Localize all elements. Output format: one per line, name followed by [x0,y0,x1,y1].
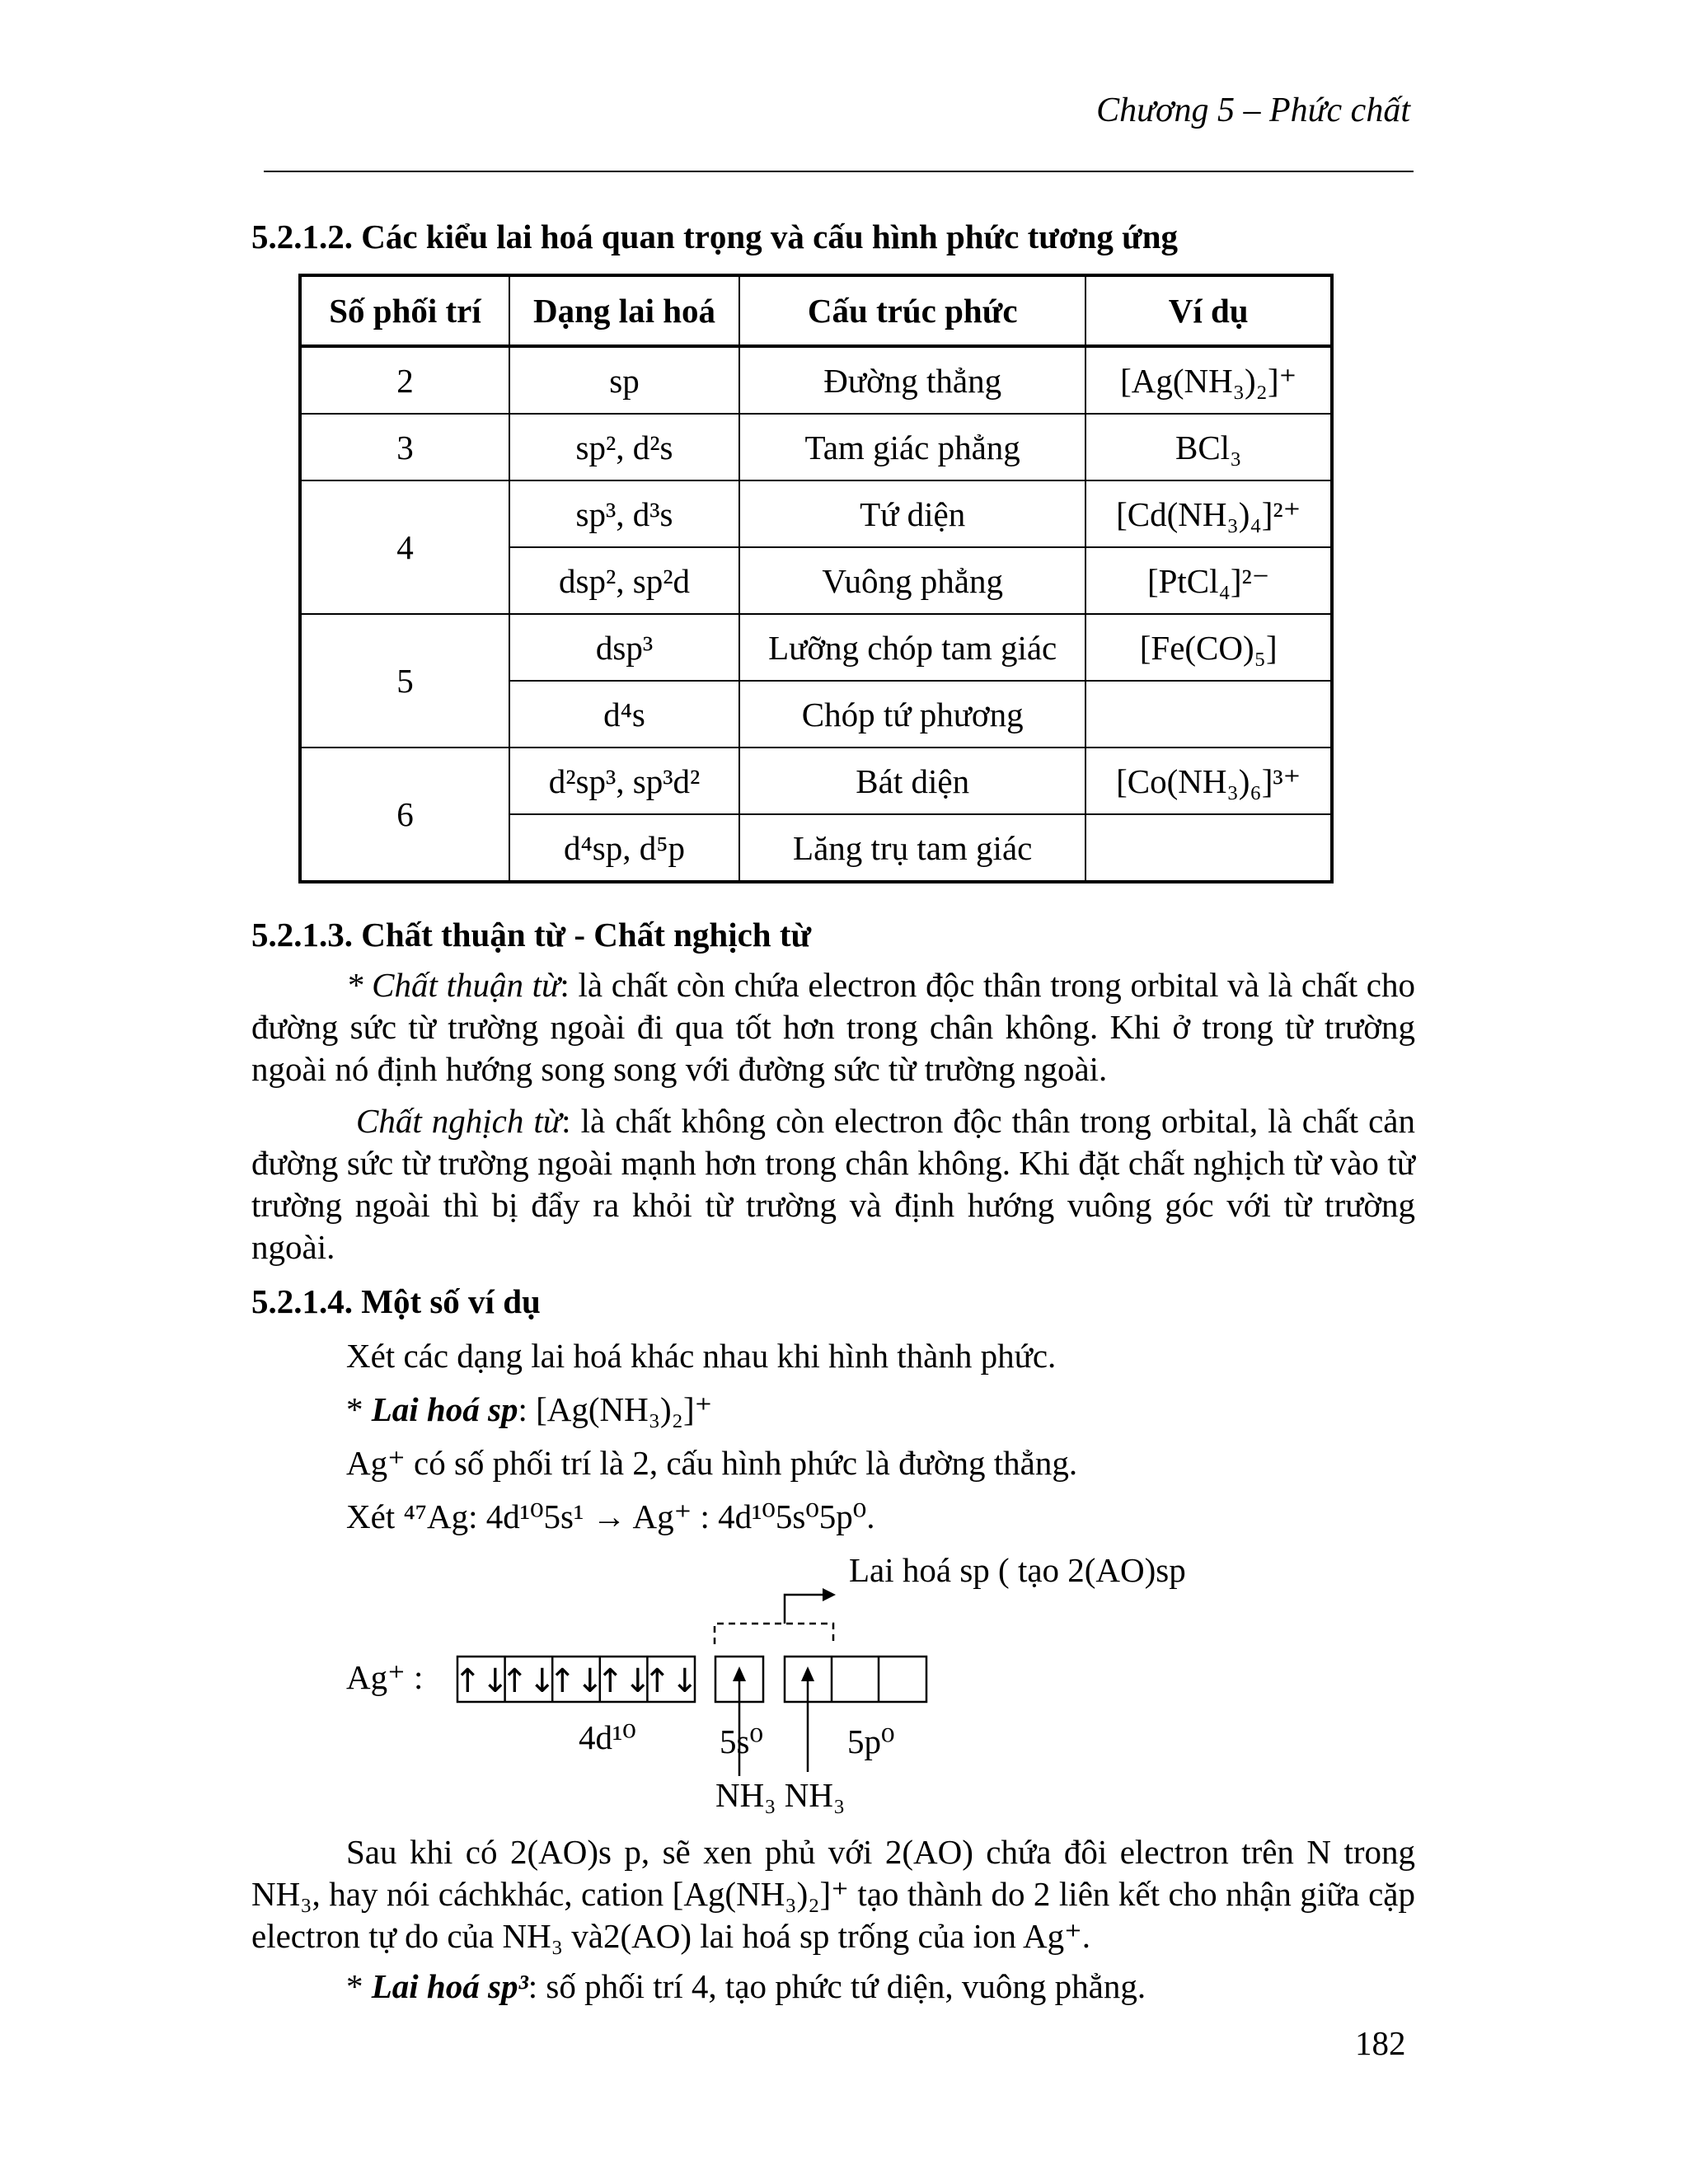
sp3-line [346,1966,1146,2008]
coordination-number-cell: 6 [300,748,509,882]
hybridization-cell: d⁴s [509,681,739,748]
hybridization-cell: dsp³ [509,614,739,681]
diamagnetic-text: : là chất không còn electron độc thân trong orbital, là chất cản đường sức từ trường ngoài mạnh hơn trong chân không. Khi đặt chất nghịch từ vào từ trường ngoài thì bị đẩy ra khỏi từ trường và định hướng vuông góc với từ trường ngoài. [251,1102,1415,1266]
coordination-number-cell: 5 [300,614,509,748]
sp-term: Lai hoá sp [371,1390,518,1428]
svg-text:↑↓: ↑↓ [548,1662,604,1700]
svg-text:↑↓: ↑↓ [453,1662,509,1700]
paired-electron-arrows [453,1662,698,1700]
example-cell: [Fe(CO)₅] [1085,614,1332,681]
coordination-number-cell: 2 [300,346,509,414]
structure-cell: Đường thẳng [739,346,1085,414]
sp-formula: : [Ag(NH₃)₂]⁺ [518,1390,713,1428]
example-cell: [Ag(NH₃)₂]⁺ [1085,346,1332,414]
column-header: Ví dụ [1085,275,1332,346]
example-cell: [PtCl₄]²⁻ [1085,547,1332,614]
ag-configuration-line: Xét ⁴⁷Ag: 4d¹⁰5s¹ → Ag⁺ : 4d¹⁰5s⁰5p⁰. [346,1497,875,1535]
ion-label: Ag⁺ : [346,1658,424,1696]
example-cell: [Cd(NH₃)₄]²⁺ [1085,480,1332,547]
arrowheads [733,1666,814,1681]
structure-cell: Tam giác phẳng [739,414,1085,480]
5p-label: 5p⁰ [847,1722,895,1760]
svg-text:↑↓: ↑↓ [643,1662,699,1700]
hybridization-cell: sp², d²s [509,414,739,480]
structure-cell: Vuông phẳng [739,547,1085,614]
running-header: Chương 5 – Phức chất [1096,91,1410,129]
bracket-arrowhead [823,1588,836,1601]
hybridization-cell: dsp², sp²d [509,547,739,614]
4d-label: 4d¹⁰ [579,1718,636,1756]
bullet-marker: * [346,1390,372,1428]
ligands-label: NH₃ NH₃ [715,1776,846,1814]
column-header: Dạng lai hoá [509,275,739,346]
examples-intro: Xét các dạng lai hoá khác nhau khi hình thành phức. [346,1337,1057,1375]
example-cell: BCl₃ [1085,414,1332,480]
paramagnetic-term: * Chất thuận từ [346,966,560,1004]
structure-cell: Chóp tứ phương [739,681,1085,748]
hybridization-label: Lai hoá sp ( tạo 2(AO)sp [849,1551,1186,1589]
column-header: Cấu trúc phức [739,275,1085,346]
5s-label: 5s⁰ [720,1722,763,1760]
bonding-paragraph: Sau khi có 2(AO)s p, sẽ xen phủ với 2(AO) chứa đôi electron trên N trong NH₃, hay nói cáchkhác, cation [Ag(NH₃)₂]⁺ tạo thành do 2 liên kết cho nhận giữa cặp electron tự do của NH₃ và2(AO) lai hoá sp trống của ion Ag⁺. [251,1833,1415,1955]
section-heading-magnetism: 5.2.1.3. Chất thuận từ - Chất nghịch từ [251,916,812,954]
coordination-number-cell: 4 [300,480,509,614]
hybridization-bracket [715,1595,833,1644]
hybridization-cell: d²sp³, sp³d² [509,748,739,814]
svg-text:↑↓: ↑↓ [596,1662,652,1700]
diamagnetic-term: Chất nghịch từ [356,1102,562,1140]
svg-text:↑↓: ↑↓ [500,1662,556,1700]
example-cell: [Co(NH₃)₆]³⁺ [1085,748,1332,814]
hybridization-cell: d⁴sp, d⁵p [509,814,739,882]
sp3-text: : số phối trí 4, tạo phức tứ diện, vuông phẳng. [528,1967,1146,2005]
hybridization-cell: sp³, d³s [509,480,739,547]
structure-cell: Bát diện [739,748,1085,814]
section-heading-examples: 5.2.1.4. Một số ví dụ [251,1282,541,1320]
column-header: Số phối trí [300,275,509,346]
sp3-term: Lai hoá sp³ [371,1967,528,2005]
structure-cell: Lưỡng chóp tam giác [739,614,1085,681]
structure-cell: Tứ diện [739,480,1085,547]
page-number: 182 [1355,2024,1406,2062]
paramagnetic-text: : là chất còn chứa electron độc thân trong orbital và là chất cho đường sức từ trường ngoài đi qua tốt hơn trong chân không. Khi ở trong từ trường ngoài nó định hướng song song với đường sức từ trường ngoài. [251,966,1415,1088]
structure-cell: Lăng trụ tam giác [739,814,1085,882]
hybridization-cell: sp [509,346,739,414]
bullet-marker: * [346,1967,372,2005]
ag-coordination-line: Ag⁺ có số phối trí là 2, cấu hình phức là đường thẳng. [346,1444,1078,1482]
section-heading-hybridization: 5.2.1.2. Các kiểu lai hoá quan trọng và cấu hình phức tương ứng [251,218,1179,255]
coordination-number-cell: 3 [300,414,509,480]
